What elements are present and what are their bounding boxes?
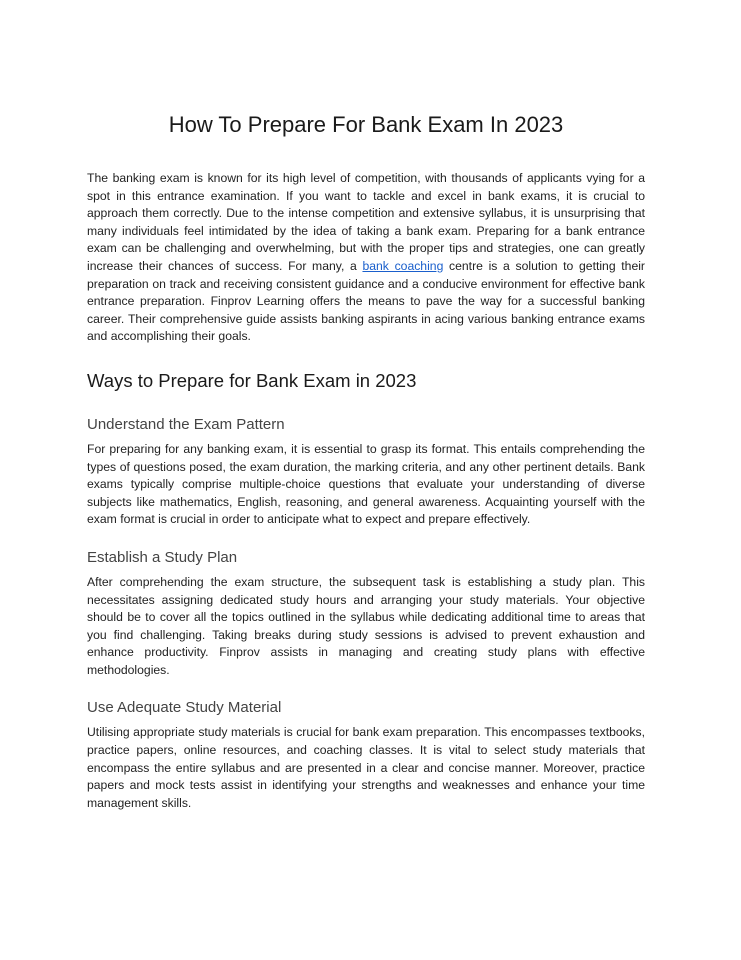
section-study-material	[87, 697, 645, 812]
intro-text-after-link: centre is a solution to getting their preparation on track and receiving consistent guidance and a conducive environment for effective bank entrance preparation. Finprov Learning offers the means to pave the way for a successful banking career. Their comprehensive guide assists banking aspirants in acing various banking entrance exams and accomplishing their goals.	[87, 258, 645, 344]
bank-coaching-link[interactable]: bank coaching	[362, 258, 444, 273]
section-body: Utilising appropriate study materials is crucial for bank exam preparation. This encompasses textbooks, practice papers, online resources, and coaching classes. It is vital to select study materials that encompass the entire syllabus and are presented in a clear and concise manner. Moreover, practice papers and mock tests assist in identifying your strengths and weaknesses and enhance your time management skills.	[87, 725, 645, 810]
document-title: How To Prepare For Bank Exam In 2023	[168, 112, 564, 137]
section-heading: Use Adequate Study Material	[87, 699, 282, 717]
section-study-plan	[87, 547, 645, 680]
document-page	[87, 110, 645, 830]
section-heading: Establish a Study Plan	[87, 548, 238, 566]
ways-heading: Ways to Prepare for Bank Exam in 2023	[87, 369, 417, 391]
intro-paragraph	[87, 170, 645, 346]
section-heading: Understand the Exam Pattern	[87, 415, 285, 433]
section-body: For preparing for any banking exam, it is essential to grasp its format. This entails comprehending the types of questions posed, the exam duration, the marking criteria, and any other pertinent details. Bank exams typically comprise multiple-choice questions that evaluate your understanding of diverse subjects like mathematics, English, reasoning, and general awareness. Acquainting yourself with the exam format is crucial in order to anticipate what to expect and prepare effectively.	[87, 441, 645, 527]
section-body: After comprehending the exam structure, the subsequent task is establishing a study plan. This necessitates assigning dedicated study hours and arranging your study materials. Your objective should be to cover all the topics outlined in the syllabus while dedicating additional time to areas that you find challenging. Taking breaks during study sessions is advised to prevent exhaustion and enhance productivity. Finprov assists in managing and creating study plans with effective methodologies.	[87, 574, 645, 677]
section-exam-pattern	[87, 414, 645, 529]
intro-text-before-link: The banking exam is known for its high level of competition, with thousands of applicants vying for a spot in this entrance examination. If you want to tackle and excel in bank exams, it is crucial to approach them correctly. Due to the intense competition and extensive syllabus, it is unsurprising that many individuals feel intimidated by the idea of taking a bank exam. Preparing for a bank entrance exam can be challenging and overwhelming, but with the proper tips and strategies, one can greatly increase their chances of success. For many, a	[87, 171, 645, 273]
